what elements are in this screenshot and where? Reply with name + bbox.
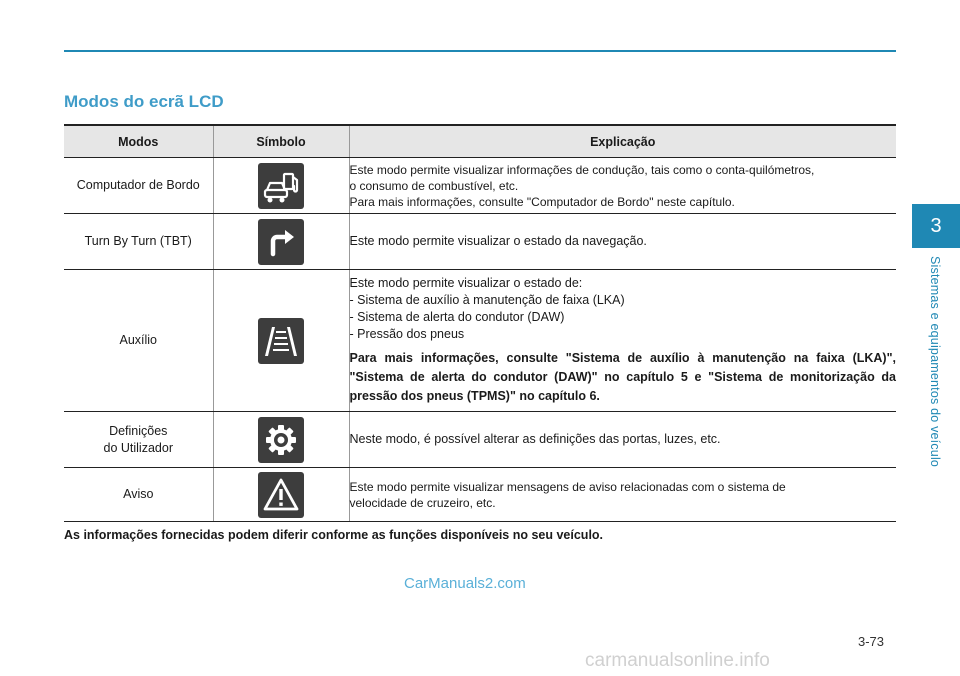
explanation-line: velocidade de cruzeiro, etc.	[349, 495, 496, 510]
explanation-line: - Sistema de auxílio à manutenção de faixa (LKA)	[349, 293, 625, 307]
gear-icon	[258, 417, 304, 463]
footnote: As informações fornecidas podem diferir conforme as funções disponíveis no seu veículo.	[64, 528, 604, 542]
mode-name: Turn By Turn (TBT)	[64, 214, 213, 270]
lane-assist-icon	[258, 318, 304, 364]
mode-name-line1: Definições	[109, 423, 168, 438]
table-row	[64, 468, 896, 522]
watermark-link[interactable]: CarManuals2.com	[404, 575, 526, 592]
explanation-line: Neste modo, é possível alterar as definições das portas, luzes, etc.	[349, 432, 721, 446]
table-row	[64, 158, 896, 214]
lcd-modes-table	[64, 124, 896, 522]
page-number: 3-73	[858, 634, 885, 649]
top-rule	[64, 50, 896, 52]
table-row	[64, 412, 896, 468]
section-title: Modos do ecrã LCD	[64, 92, 224, 111]
mode-name: Aviso	[64, 468, 213, 522]
bottom-watermark: carmanualsonline.info	[585, 650, 770, 671]
warning-triangle-icon	[258, 472, 304, 518]
header-simbolo: Símbolo	[213, 125, 349, 158]
table-row	[64, 270, 896, 412]
mode-name: Auxílio	[64, 270, 213, 412]
explanation-line: - Pressão dos pneus	[349, 327, 465, 341]
explanation-line: Para mais informações, consulte "Computador de Bordo" neste capítulo.	[349, 194, 735, 209]
explanation-line: Este modo permite visualizar o estado da navegação.	[349, 234, 647, 248]
mode-name-line2: do Utilizador	[103, 440, 173, 455]
mode-name: Computador de Bordo	[64, 158, 213, 214]
header-modos: Modos	[64, 125, 213, 158]
chapter-tab: 3	[912, 204, 960, 248]
turn-right-arrow-icon	[258, 219, 304, 265]
chapter-side-label: Sistemas e equipamentos do veículo	[928, 256, 942, 468]
explanation-reference: Para mais informações, consulte "Sistema de auxílio à manutenção na faixa (LKA)", "Sistema de alerta do condutor (DAW)" no capítulo 5 e "Sistema de monitorização da pressão dos pneus (TPMS)" no capítulo 6.	[349, 351, 896, 403]
table-header-row	[64, 125, 896, 158]
explanation-line: - Sistema de alerta do condutor (DAW)	[349, 310, 565, 324]
header-explicacao: Explicação	[349, 125, 896, 158]
explanation-line: Este modo permite visualizar mensagens de aviso relacionadas com o sistema de	[349, 479, 786, 494]
explanation-line: Este modo permite visualizar informações de condução, tais como o conta-quilómetros,	[349, 162, 815, 177]
fuel-pump-car-icon	[258, 163, 304, 209]
explanation-line: o consumo de combustível, etc.	[349, 178, 519, 193]
explanation-line: Este modo permite visualizar o estado de:	[349, 276, 583, 290]
table-row	[64, 214, 896, 270]
